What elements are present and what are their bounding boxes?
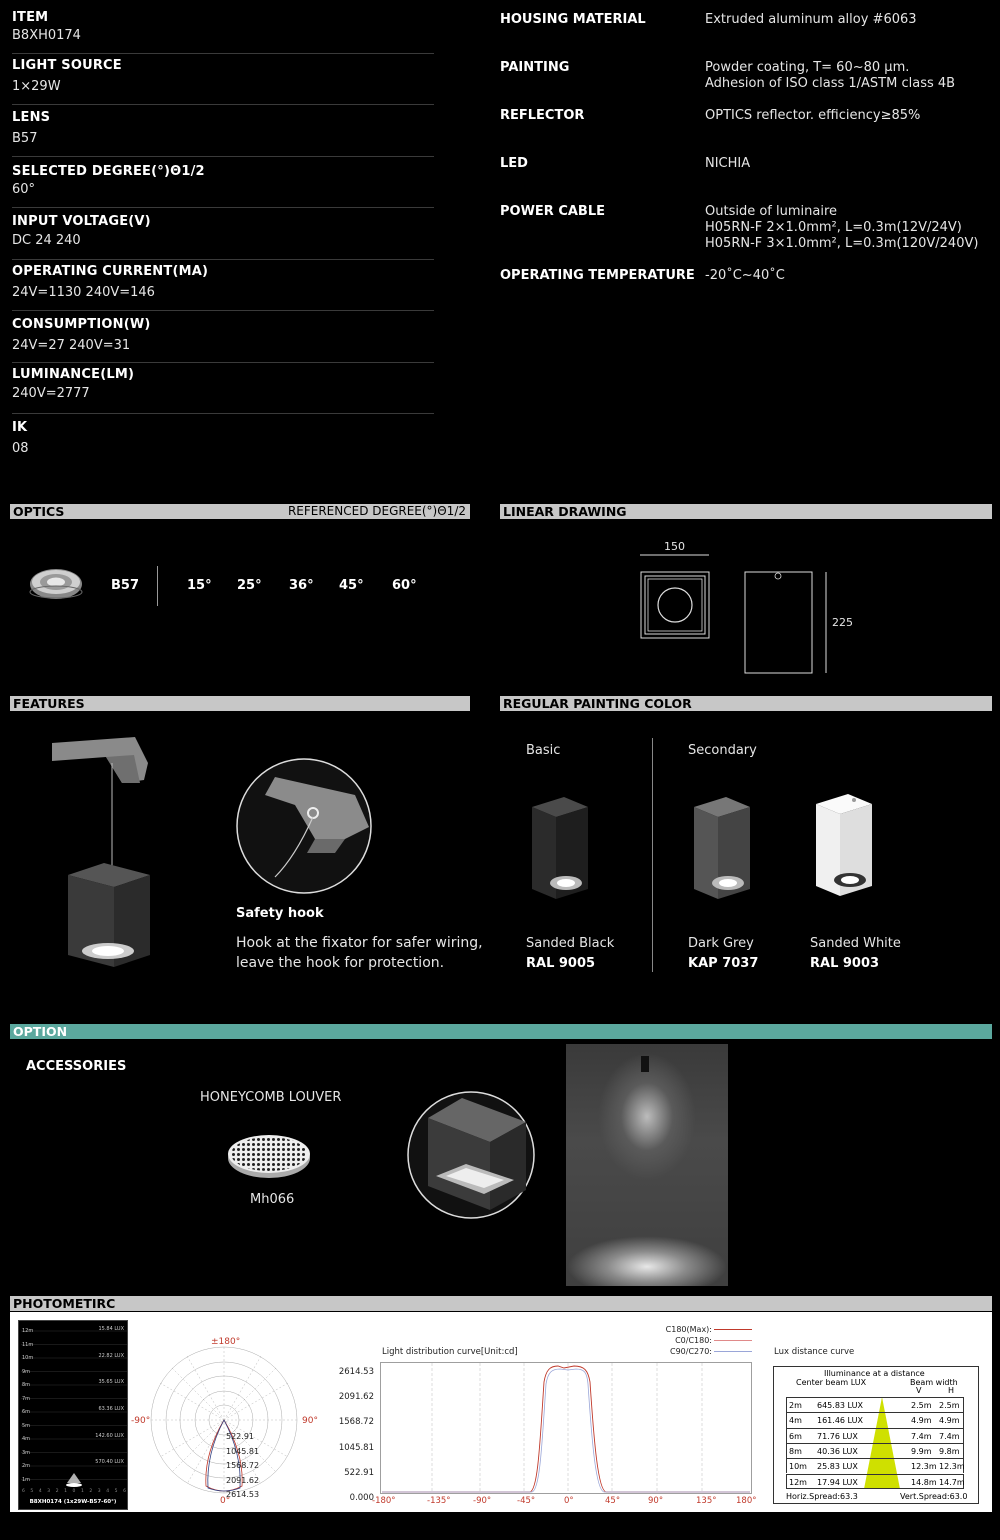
spec-label: LENS bbox=[12, 110, 51, 125]
optics-lens-name: B57 bbox=[111, 578, 139, 593]
painting-secondary-label: Secondary bbox=[688, 743, 757, 758]
louver-installed-detail-image bbox=[406, 1090, 536, 1220]
lux-bottom-ticks: 6 5 4 3 2 1 0 1 2 3 4 5 6 bbox=[22, 1489, 126, 1494]
spec-label: LUMINANCE(LM) bbox=[12, 367, 135, 382]
spec-label: ITEM bbox=[12, 10, 49, 25]
spec-label: OPERATING CURRENT(MA) bbox=[12, 264, 209, 279]
spec-value: 240V=2777 bbox=[12, 386, 90, 401]
lux-scale-image bbox=[18, 1320, 128, 1510]
spec-value: B8XH0174 bbox=[12, 28, 81, 43]
photometric-title: PHOTOMETIRC bbox=[13, 1296, 116, 1311]
spec-value: NICHIA bbox=[705, 156, 751, 171]
polar-label-left: -90° bbox=[131, 1416, 151, 1426]
spec-value: 1×29W bbox=[12, 79, 61, 94]
legend-entry: C180(Max): bbox=[600, 1324, 752, 1335]
optics-title: OPTICS bbox=[13, 504, 65, 519]
beam-application-photo bbox=[566, 1044, 728, 1286]
legend-swatch-c180 bbox=[714, 1329, 752, 1330]
spec-operating-current bbox=[12, 264, 434, 311]
legend-swatch-c0 bbox=[714, 1340, 752, 1341]
features-section-bar bbox=[10, 696, 470, 711]
spec-value: Extruded aluminum alloy #6063 bbox=[705, 12, 917, 27]
optics-degree-36[interactable]: 36° bbox=[289, 578, 314, 593]
color-code: RAL 9005 bbox=[526, 956, 596, 971]
spec-value: -20˚C~40˚C bbox=[705, 268, 785, 283]
painting-divider bbox=[652, 738, 653, 972]
lux-header-v: V bbox=[916, 1386, 922, 1395]
polar-value-labels: 522.91 1045.81 1568.72 2091.62 2614.53 bbox=[226, 1432, 260, 1499]
pendant-fixture-image bbox=[40, 735, 170, 975]
legend-swatch-c90 bbox=[714, 1351, 752, 1352]
spec-operating-temperature bbox=[500, 268, 990, 288]
spec-power-cable bbox=[500, 204, 990, 256]
distribution-curve-chart bbox=[380, 1362, 752, 1494]
lux-value-label: 35.65 LUX bbox=[98, 1379, 124, 1385]
lux-header-line1: Illuminance at a distance bbox=[824, 1369, 925, 1378]
color-sample-dark-grey bbox=[688, 795, 754, 903]
spec-label: CONSUMPTION(W) bbox=[12, 317, 151, 332]
legend-entry: C90/C270: bbox=[600, 1346, 752, 1357]
linear-drawing-section-bar bbox=[500, 504, 992, 519]
lux-value-label: 22.82 LUX bbox=[98, 1353, 124, 1359]
optics-section-bar bbox=[10, 504, 470, 519]
spec-reflector bbox=[500, 108, 990, 128]
table-row: 10m 25.83 LUX 12.3m 12.3m bbox=[786, 1458, 964, 1473]
lux-header-beam: Beam width bbox=[910, 1378, 958, 1387]
lux-scale-lines bbox=[19, 1321, 128, 1510]
safety-hook-heading: Safety hook bbox=[236, 906, 324, 921]
spec-ik bbox=[12, 420, 434, 464]
linear-drawing bbox=[630, 550, 860, 680]
safety-hook-text-line2: leave the hook for protection. bbox=[236, 955, 445, 971]
lux-footer-left: Horiz.Spread:63.3 bbox=[786, 1492, 858, 1501]
color-code: RAL 9003 bbox=[810, 956, 880, 971]
spec-luminance bbox=[12, 367, 434, 414]
spec-value: 60° bbox=[12, 182, 36, 197]
polar-label-right: 90° bbox=[302, 1416, 318, 1426]
painting-basic-label: Basic bbox=[526, 743, 561, 758]
spec-label: LED bbox=[500, 156, 528, 171]
spec-value: 24V=27 240V=31 bbox=[12, 338, 131, 353]
polar-label-top: ±180° bbox=[211, 1337, 241, 1347]
legend-entry: C0/C180: bbox=[600, 1335, 752, 1346]
spec-value: B57 bbox=[12, 131, 38, 146]
features-title: FEATURES bbox=[13, 696, 85, 711]
spec-value: 24V=1130 240V=146 bbox=[12, 285, 155, 300]
lux-header-center: Center beam LUX bbox=[796, 1378, 867, 1387]
honeycomb-louver-image bbox=[226, 1132, 312, 1180]
optics-subtitle: REFERENCED DEGREE(°)Θ1/2 bbox=[287, 504, 466, 518]
painting-section-bar bbox=[500, 696, 992, 711]
polar-label-bottom: 0° bbox=[220, 1496, 231, 1506]
spec-housing-material bbox=[500, 12, 990, 32]
spec-light-source bbox=[12, 58, 434, 105]
option-section-bar bbox=[10, 1024, 992, 1039]
optics-divider bbox=[157, 566, 158, 606]
ceiling-fixture bbox=[641, 1056, 649, 1072]
option-title: OPTION bbox=[13, 1024, 68, 1039]
lux-value-label: 63.36 LUX bbox=[98, 1406, 124, 1412]
lux-scale-caption: B8XH0174 (1x29W-B57-60°) bbox=[29, 1499, 117, 1505]
accessory-code: Mh066 bbox=[250, 1192, 295, 1207]
spec-label: LIGHT SOURCE bbox=[12, 58, 122, 73]
lux-value-label: 142.60 LUX bbox=[95, 1433, 124, 1439]
spec-value: Powder coating, T= 60~80 μm. Adhesion of ISO class 1/ASTM class 4B bbox=[705, 60, 956, 91]
lux-footer-right: Vert.Spread:63.0 bbox=[900, 1492, 968, 1501]
color-sample-sanded-white bbox=[810, 792, 876, 900]
distribution-legend bbox=[600, 1324, 752, 1357]
spec-value: OPTICS reflector. efficiency≥85% bbox=[705, 108, 921, 123]
table-row: 4m 161.46 LUX 4.9m 4.9m bbox=[786, 1412, 964, 1427]
distribution-title: Light distribution curve[Unit:cd] bbox=[382, 1347, 518, 1357]
spec-label: OPERATING TEMPERATURE bbox=[500, 268, 695, 283]
color-name: Sanded White bbox=[810, 936, 901, 951]
color-name: Sanded Black bbox=[526, 936, 615, 951]
table-row: 8m 40.36 LUX 9.9m 9.8m bbox=[786, 1443, 964, 1458]
lux-distance-table bbox=[773, 1366, 979, 1504]
lux-table-grid bbox=[786, 1397, 964, 1489]
spec-value: DC 24 240 bbox=[12, 233, 81, 248]
safety-hook-text-line1: Hook at the fixator for safer wiring, bbox=[236, 935, 483, 951]
spec-label: IK bbox=[12, 420, 28, 435]
spec-label: PAINTING bbox=[500, 60, 570, 75]
spec-lens bbox=[12, 110, 434, 157]
lux-header-h: H bbox=[948, 1386, 955, 1395]
lux-distance-title: Lux distance curve bbox=[774, 1347, 855, 1357]
spec-label: POWER CABLE bbox=[500, 204, 606, 219]
lux-value-label: 570.40 LUX bbox=[95, 1459, 124, 1465]
spec-label: REFLECTOR bbox=[500, 108, 585, 123]
distribution-y-ticks: 2614.53 2091.62 1568.72 1045.81 522.91 0.000 bbox=[338, 1367, 374, 1504]
spec-label: INPUT VOLTAGE(V) bbox=[12, 214, 151, 229]
optics-degree-60[interactable]: 60° bbox=[392, 578, 417, 593]
lux-value-label: 15.84 LUX bbox=[98, 1326, 124, 1332]
spec-item bbox=[12, 10, 434, 54]
lux-distance-labels: 12m 11m 10m 9m 8m 7m 6m 5m 4m 3m 2m 1m bbox=[22, 1328, 34, 1483]
spec-consumption bbox=[12, 317, 434, 363]
lens-image bbox=[28, 564, 84, 602]
spec-label: HOUSING MATERIAL bbox=[500, 12, 646, 27]
spec-selected-degree bbox=[12, 164, 434, 208]
spec-led bbox=[500, 156, 990, 176]
optics-degree-15[interactable]: 15° bbox=[187, 578, 212, 593]
table-row: 6m 71.76 LUX 7.4m 7.4m bbox=[786, 1428, 964, 1443]
spec-label: SELECTED DEGREE(°)Θ1/2 bbox=[12, 164, 205, 179]
painting-title: REGULAR PAINTING COLOR bbox=[503, 696, 692, 711]
table-row: 2m 645.83 LUX 2.5m 2.5m bbox=[786, 1397, 964, 1412]
optics-degree-25[interactable]: 25° bbox=[237, 578, 262, 593]
color-sample-sanded-black bbox=[526, 795, 592, 903]
accessory-name: HONEYCOMB LOUVER bbox=[200, 1090, 342, 1105]
accessories-heading: ACCESSORIES bbox=[26, 1059, 127, 1074]
linear-drawing-title: LINEAR DRAWING bbox=[503, 504, 627, 519]
color-code: KAP 7037 bbox=[688, 956, 759, 971]
spec-value: 08 bbox=[12, 441, 29, 456]
spec-value: Outside of luminaire H05RN-F 2×1.0mm², L=0.3m(12V/24V) H05RN-F 3×1.0mm², L=0.3m(120V/240V) bbox=[705, 204, 979, 251]
optics-degree-45[interactable]: 45° bbox=[339, 578, 364, 593]
drawing-height-label: 225 bbox=[832, 616, 853, 629]
color-name: Dark Grey bbox=[688, 936, 754, 951]
table-row: 12m 17.94 LUX 14.8m 14.7m bbox=[786, 1474, 964, 1490]
photometric-section-bar bbox=[10, 1296, 992, 1311]
spec-painting bbox=[500, 60, 990, 96]
spec-input-voltage bbox=[12, 214, 434, 260]
safety-hook-detail-image bbox=[235, 757, 373, 895]
drawing-width-label: 150 bbox=[664, 540, 685, 553]
